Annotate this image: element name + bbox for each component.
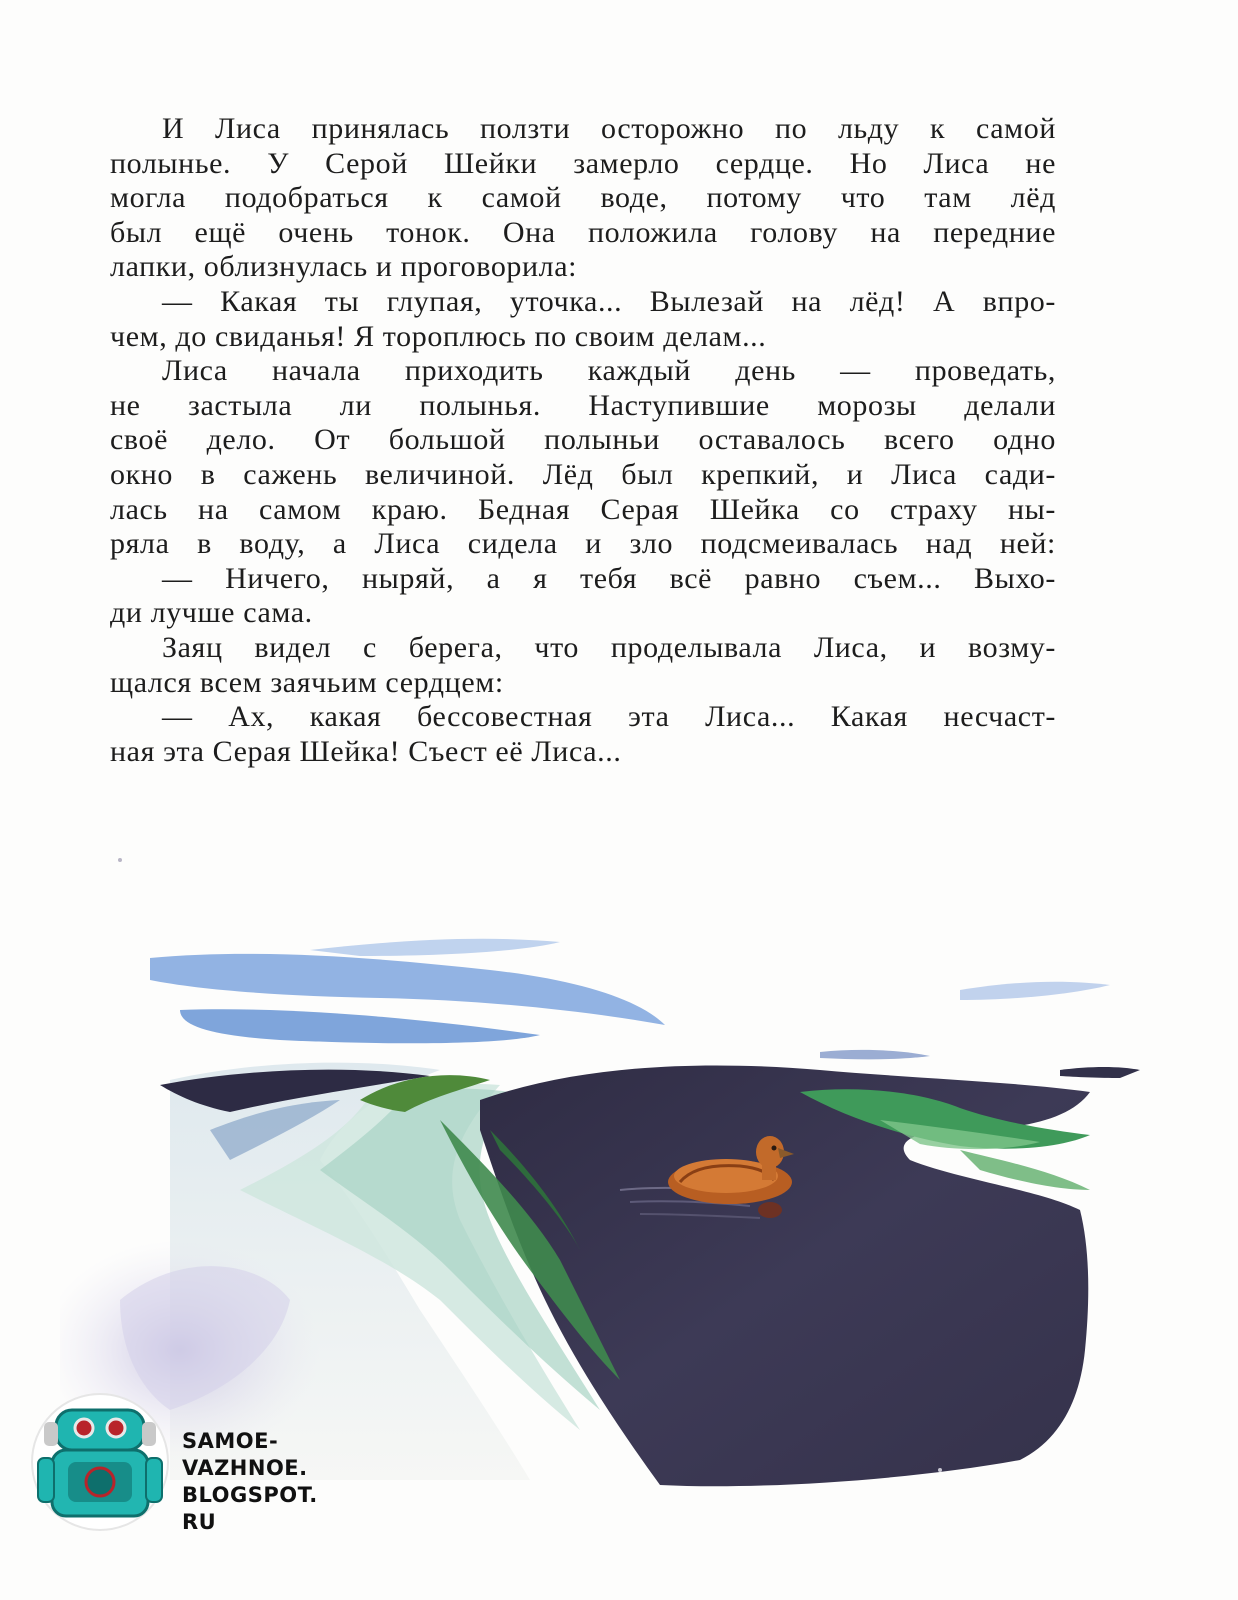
text-line: Заяц видел с берега, что проделывала Лиса, и возму- <box>162 630 1056 664</box>
robot-toy-icon <box>30 1392 170 1532</box>
watermark-text <box>182 1428 390 1536</box>
watermark-line-2: BLOGSPOT. <box>182 1483 318 1507</box>
text-line: Лиса начала приходить каждый день — проведать, <box>162 354 1056 388</box>
watermark-line-3: RU <box>182 1510 217 1534</box>
text-line: щался всем заячьим сердцем: <box>110 665 504 699</box>
text-line: — Какая ты глупая, уточка... Вылезай на лёд! А впро- <box>162 284 1056 318</box>
text-line: полынье. У Серой Шейки замерло сердце. Но Лиса не <box>110 146 1056 180</box>
distant-ice-stroke <box>1060 1067 1140 1078</box>
text-line: чем, до свиданья! Я тороплюсь по своим делам... <box>110 319 767 353</box>
ice-dot <box>938 1468 942 1472</box>
text-line: своё дело. От большой полыньи оставалось всего одно <box>110 423 1056 457</box>
text-line: окно в сажень величиной. Лёд был крепкий, и Лиса сади- <box>110 457 1056 491</box>
text-line: — Ничего, ныряй, а я тебя всё равно съем... Выхо- <box>162 561 1056 595</box>
text-line: лапки, облизнулась и проговорила: <box>110 250 578 284</box>
watermark-line-1: SAMOE-VAZHNOE. <box>182 1429 308 1480</box>
text-line: ная эта Серая Шейка! Съест её Лиса... <box>110 734 622 768</box>
text-line: был ещё очень тонок. Она положила голову на передние <box>110 215 1056 249</box>
text-line: не застыла ли полынья. Наступившие морозы делали <box>110 388 1056 422</box>
text-line: могла подобраться к самой воде, потому что там лёд <box>110 181 1056 215</box>
text-line: ряла в воду, а Лиса сидела и зло подсмеивалась над ней: <box>110 527 1056 561</box>
winter-pond-illustration <box>60 830 1160 1490</box>
watermark <box>30 1392 390 1542</box>
text-line: ди лучше сама. <box>110 596 313 630</box>
distant-ice-stroke <box>960 982 1110 1000</box>
text-line: И Лиса принялась ползти осторожно по льду к самой <box>162 112 1056 145</box>
distant-ice-stroke <box>180 1009 540 1043</box>
text-line: — Ах, какая бессовестная эта Лиса... Какая несчаст- <box>162 700 1056 734</box>
distant-ice-stroke <box>820 1050 930 1059</box>
story-text <box>110 112 1056 769</box>
distant-ice-stroke <box>310 939 560 956</box>
ice-dot <box>118 858 122 862</box>
text-line: лась на самом краю. Бедная Серая Шейка со страху ны- <box>110 492 1056 526</box>
